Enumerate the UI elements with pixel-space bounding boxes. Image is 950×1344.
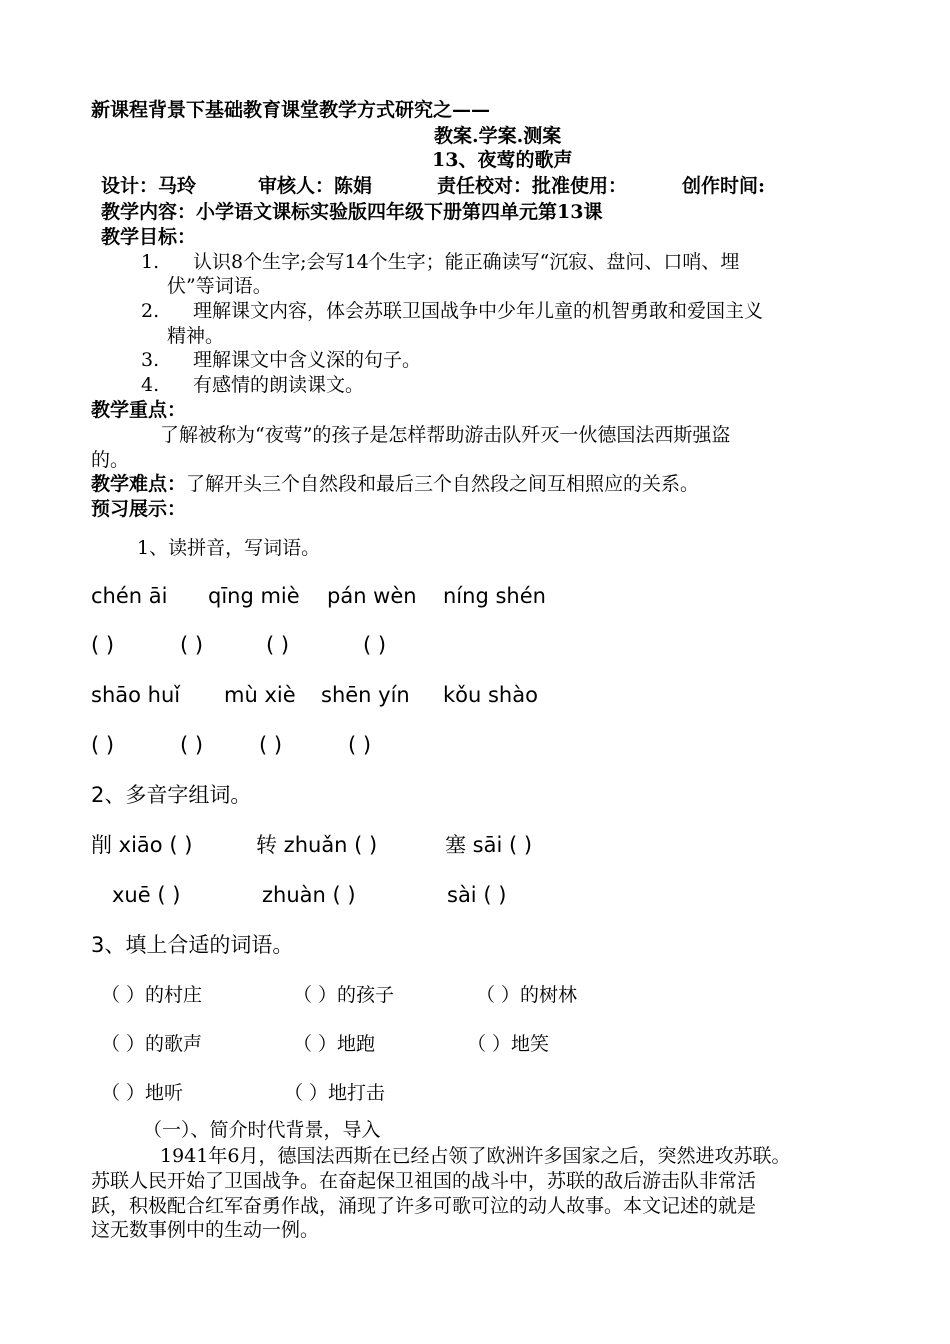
objective-text: 理解课文中含义深的句子。: [193, 349, 422, 371]
answer-blank[interactable]: ( ): [91, 633, 115, 657]
document-subtitle: 教案.学案.测案: [434, 125, 562, 147]
credit-reviewer: 审核人：陈娟: [258, 175, 373, 197]
answer-blank[interactable]: ( ): [91, 733, 115, 757]
pinyin-word: kǒu shào: [443, 683, 538, 707]
paragraph-line: 这无数事例中的生动一例。: [91, 1219, 320, 1241]
fill-item: （ ）的孩子: [293, 984, 395, 1006]
pinyin-word: chén āi: [91, 584, 168, 608]
polyphone-item: 塞 sāi ( ): [445, 833, 533, 857]
objective-number: 4.: [141, 374, 160, 396]
difficulty-line: [91, 472, 699, 496]
question-1: 1、读拼音，写词语。: [137, 537, 321, 559]
answer-blank[interactable]: ( ): [259, 733, 283, 757]
objective-continuation: 伏”等词语。: [167, 275, 272, 297]
polyphone-item: sài ( ): [447, 883, 507, 907]
fill-item: （ ）地听: [101, 1082, 184, 1104]
difficulty-heading: 教学难点：: [91, 473, 187, 495]
objectives-heading: 教学目标：: [101, 226, 197, 248]
objective-number: 2.: [141, 300, 160, 322]
paragraph-line: 跃，积极配合红军奋勇作战，涌现了许多可歌可泣的动人故事。本文记述的就是: [91, 1195, 757, 1217]
pinyin-word: shēn yín: [321, 683, 410, 707]
pinyin-word: qīng miè: [208, 584, 300, 608]
fill-item: （ ）的村庄: [101, 984, 203, 1006]
objective-item: [141, 250, 739, 274]
objective-item: [141, 299, 763, 323]
key-point-continuation: 的。: [91, 449, 130, 471]
polyphone-item: zhuàn ( ): [262, 883, 356, 907]
answer-blank[interactable]: ( ): [348, 733, 372, 757]
series-title: 新课程背景下基础教育课堂教学方式研究之——: [91, 99, 491, 121]
fill-item: （ ）地打击: [284, 1082, 386, 1104]
credit-proofreader: 责任校对：批准使用：: [437, 175, 628, 197]
question-2: 2、多音字组词。: [91, 783, 252, 807]
credit-design: 设计：马玲: [101, 175, 197, 197]
preview-heading: 预习展示：: [91, 498, 187, 520]
answer-blank[interactable]: ( ): [180, 733, 204, 757]
paragraph-line: 1941年6月，德国法西斯在已经占领了欧洲许多国家之后，突然进攻苏联。: [160, 1145, 791, 1167]
fill-item: （ ）的树林: [476, 984, 578, 1006]
fill-item: （ ）的歌声: [101, 1033, 203, 1055]
answer-blank[interactable]: ( ): [180, 633, 204, 657]
answer-blank[interactable]: ( ): [363, 633, 387, 657]
objective-text: 理解课文内容，体会苏联卫国战争中少年儿童的机智勇敢和爱国主义: [193, 300, 764, 322]
pinyin-word: níng shén: [443, 584, 546, 608]
pinyin-word: shāo huǐ: [91, 683, 181, 707]
section-heading: （一）、简介时代背景，导入: [143, 1119, 381, 1141]
key-point-heading: 教学重点：: [91, 399, 187, 421]
difficulty-text: 了解开头三个自然段和最后三个自然段之间互相照应的关系。: [186, 473, 700, 495]
objective-continuation: 精神。: [167, 325, 225, 347]
pinyin-word: pán wèn: [327, 584, 417, 608]
objective-number: 1.: [141, 251, 160, 273]
objective-item: [141, 348, 421, 372]
objective-item: [141, 373, 364, 397]
objective-number: 3.: [141, 349, 160, 371]
teaching-content: 教学内容：小学语文课标实验版四年级下册第四单元第13课: [101, 201, 603, 223]
key-point-text: 了解被称为“夜莺”的孩子是怎样帮助游击队歼灭一伙德国法西斯强盗: [160, 424, 731, 446]
objective-text: 认识8个生字;会写14个生字；能正确读写“沉寂、盘问、口哨、埋: [193, 251, 740, 273]
pinyin-word: mù xiè: [224, 683, 296, 707]
fill-item: （ ）地笑: [467, 1033, 550, 1055]
credit-created: 创作时间:: [682, 175, 766, 197]
polyphone-item: 削 xiāo ( ): [91, 833, 193, 857]
polyphone-item: xuē ( ): [112, 883, 181, 907]
answer-blank[interactable]: ( ): [266, 633, 290, 657]
fill-item: （ ）地跑: [293, 1033, 376, 1055]
objective-text: 有感情的朗读课文。: [193, 374, 365, 396]
lesson-title: 13、夜莺的歌声: [432, 149, 573, 171]
polyphone-item: 转 zhuǎn ( ): [256, 833, 378, 857]
question-3: 3、填上合适的词语。: [91, 933, 294, 957]
paragraph-line: 苏联人民开始了卫国战争。在奋起保卫祖国的战斗中，苏联的敌后游击队非常活: [91, 1170, 757, 1192]
